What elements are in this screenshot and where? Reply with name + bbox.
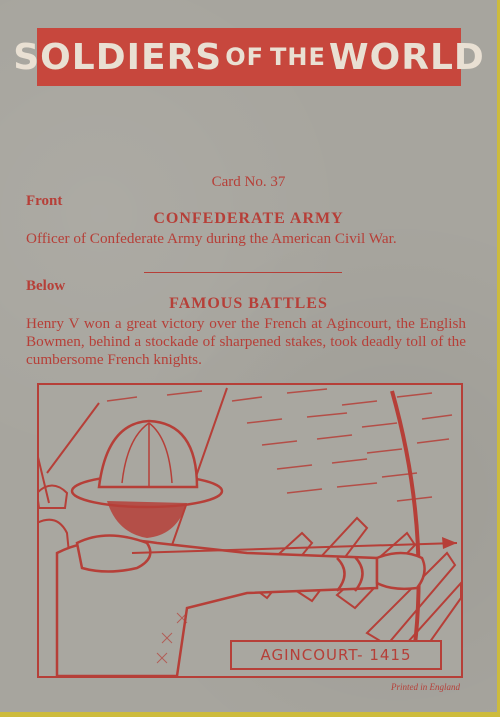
title-banner [13, 28, 485, 86]
front-label: Front [26, 193, 63, 209]
banner-word-world: WORLD [328, 36, 485, 78]
agincourt-illustration [37, 383, 463, 678]
divider [144, 272, 342, 273]
banner-word-of: OF [225, 43, 265, 71]
banner-word-soldiers: SOLDIERS [13, 36, 223, 78]
front-description: Officer of Confederate Army during the American Civil War. [26, 230, 397, 247]
front-heading: CONFEDERATE ARMY [153, 210, 344, 227]
below-heading: FAMOUS BATTLES [169, 295, 328, 312]
banner-word-the: THE [270, 43, 326, 71]
illustration-caption: AGINCOURT- 1415 [230, 640, 442, 670]
card-number: Card No. 37 [211, 174, 286, 190]
below-label: Below [26, 278, 66, 294]
below-description: Henry V won a great victory over the French at Agincourt, the English Bowmen, behind a stockade of sharpened stakes, took deadly toll of the cumbersome French knights. [26, 315, 466, 368]
printed-in-notice: Printed in England [391, 682, 460, 692]
